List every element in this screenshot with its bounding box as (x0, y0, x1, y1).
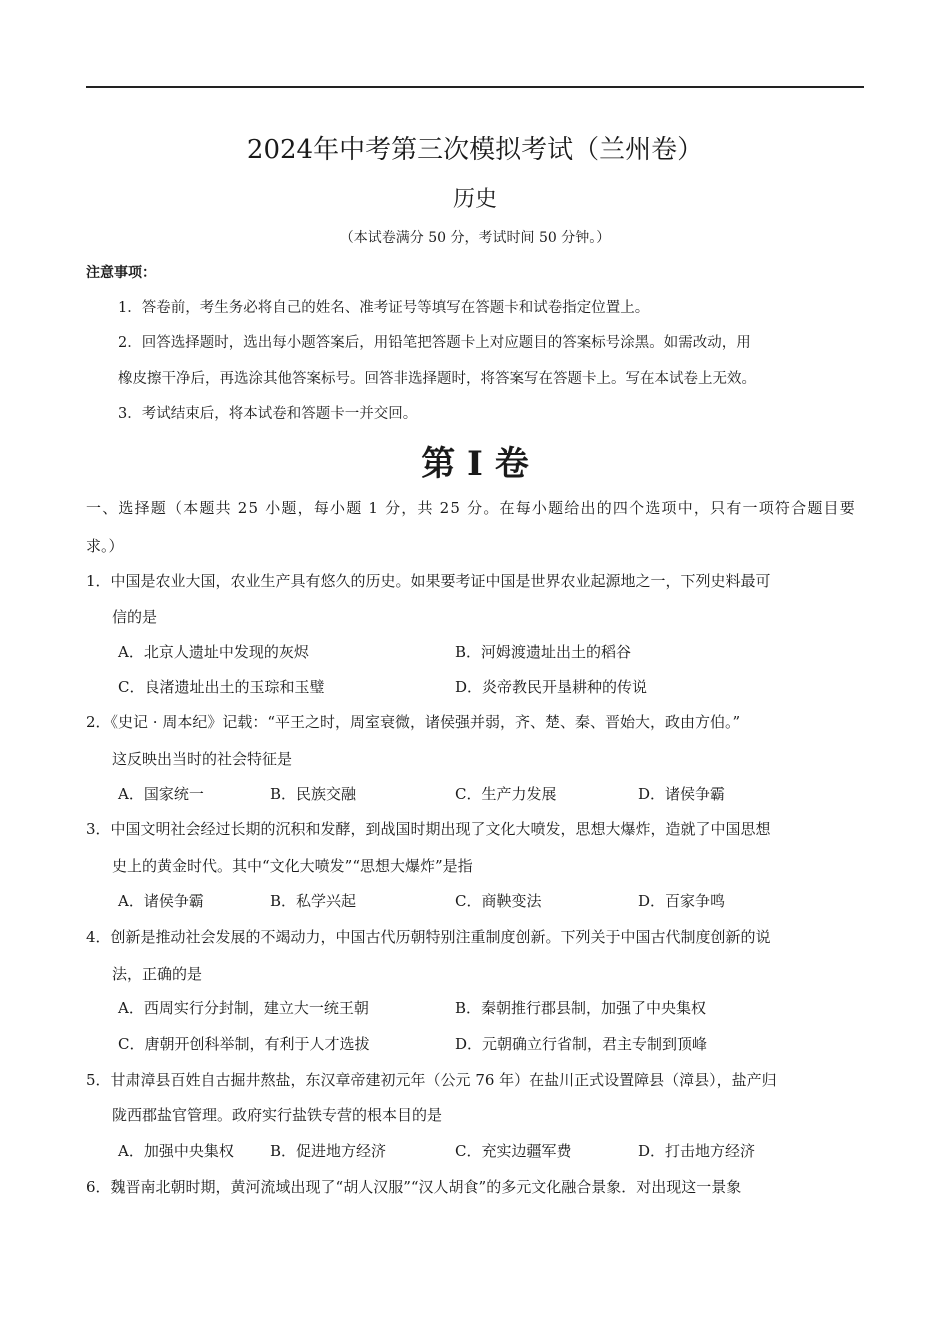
question-1-option-a[interactable]: A．北京人遗址中发现的灰烬 (118, 643, 309, 661)
question-3-stem: 3．中国文明社会经过长期的沉积和发酵，到战国时期出现了文化大喷发，思想大爆炸，造就了中国思想 (86, 820, 771, 838)
question-5-option-d[interactable]: D．打击地方经济 (638, 1142, 756, 1160)
question-5-option-c[interactable]: C．充实边疆军费 (455, 1142, 572, 1160)
question-5-option-a[interactable]: A．加强中央集权 (118, 1142, 234, 1160)
question-3-option-a[interactable]: A．诸侯争霸 (118, 892, 204, 910)
subject-title: 历史 (452, 187, 497, 212)
question-3-option-d[interactable]: D．百家争鸣 (638, 892, 726, 910)
question-4-option-a[interactable]: A．西周实行分封制，建立大一统王朝 (118, 999, 369, 1017)
question-5-stem-cont: 陇西郡盐官管理。政府实行盐铁专营的根本目的是 (112, 1106, 443, 1124)
section-heading: 一、选择题（本题共 25 小题，每小题 1 分，共 25 分。在每小题给出的四个选项中，只有一项符合题目要 (86, 499, 856, 517)
notice-heading: 注意事项： (86, 265, 156, 281)
notice-item: 2．回答选择题时，选出每小题答案后，用铅笔把答题卡上对应题目的答案标号涂黑。如需改动，用 (118, 335, 751, 351)
notice-item: 3．考试结束后，将本试卷和答题卡一并交回。 (118, 406, 418, 422)
exam-note: （本试卷满分 50 分，考试时间 50 分钟。） (339, 230, 611, 246)
question-3-stem-cont: 史上的黄金时代。其中“文化大喷发”“思想大爆炸”是指 (112, 857, 473, 875)
top-rule (86, 86, 864, 88)
question-4-stem-cont: 法，正确的是 (112, 965, 203, 983)
notice-item: 橡皮擦干净后，再选涂其他答案标号。回答非选择题时，将答案写在答题卡上。写在本试卷上无效。 (118, 371, 756, 387)
section-heading-cont: 求。） (86, 537, 124, 555)
question-4-option-d[interactable]: D．元朝确立行省制，君主专制到顶峰 (455, 1035, 708, 1053)
question-2-stem: 2．《史记 · 周本纪》记载：“平王之时，周室衰微，诸侯强并弱，齐、楚、秦、晋始大，政由方伯。” (86, 713, 741, 731)
question-1-stem: 1．中国是农业大国，农业生产具有悠久的历史。如果要考证中国是世界农业起源地之一，下列史料最可 (86, 572, 771, 590)
question-1-stem-cont: 信的是 (112, 608, 158, 626)
question-1-option-b[interactable]: B．河姆渡遗址出土的稻谷 (455, 643, 632, 661)
question-4-stem: 4．创新是推动社会发展的不竭动力，中国古代历朝特别注重制度创新。下列关于中国古代制度创新的说 (86, 928, 771, 946)
question-5-option-b[interactable]: B．促进地方经济 (270, 1142, 387, 1160)
question-2-option-a[interactable]: A．国家统一 (118, 785, 204, 803)
question-4-option-c[interactable]: C．唐朝开创科举制，有利于人才选拔 (118, 1035, 370, 1053)
question-3-option-b[interactable]: B．私学兴起 (270, 892, 357, 910)
question-1-option-d[interactable]: D．炎帝教民开垦耕种的传说 (455, 678, 648, 696)
question-2-option-c[interactable]: C．生产力发展 (455, 785, 557, 803)
exam-title: 2024年中考第三次模拟考试（兰州卷） (246, 135, 704, 165)
question-3-option-c[interactable]: C．商鞅变法 (455, 892, 542, 910)
question-1-option-c[interactable]: C．良渚遗址出土的玉琮和玉璧 (118, 678, 325, 696)
notice-item: 1．答卷前，考生务必将自己的姓名、准考证号等填写在答题卡和试卷指定位置上。 (118, 300, 650, 316)
question-4-option-b[interactable]: B．秦朝推行郡县制，加强了中央集权 (455, 999, 707, 1017)
question-6-stem: 6．魏晋南北朝时期，黄河流域出现了“胡人汉服”“汉人胡食”的多元文化融合景象．对出现这一景象 (86, 1178, 742, 1196)
question-2-stem-cont: 这反映出当时的社会特征是 (112, 750, 293, 768)
question-5-stem: 5．甘肃漳县百姓自古掘井熬盐，东汉章帝建初元年（公元 76 年）在盐川正式设置障县（漳县），盐产归 (86, 1071, 777, 1089)
question-2-option-d[interactable]: D．诸侯争霸 (638, 785, 726, 803)
question-2-option-b[interactable]: B．民族交融 (270, 785, 357, 803)
volume-title: 第 I 卷 (421, 444, 529, 484)
